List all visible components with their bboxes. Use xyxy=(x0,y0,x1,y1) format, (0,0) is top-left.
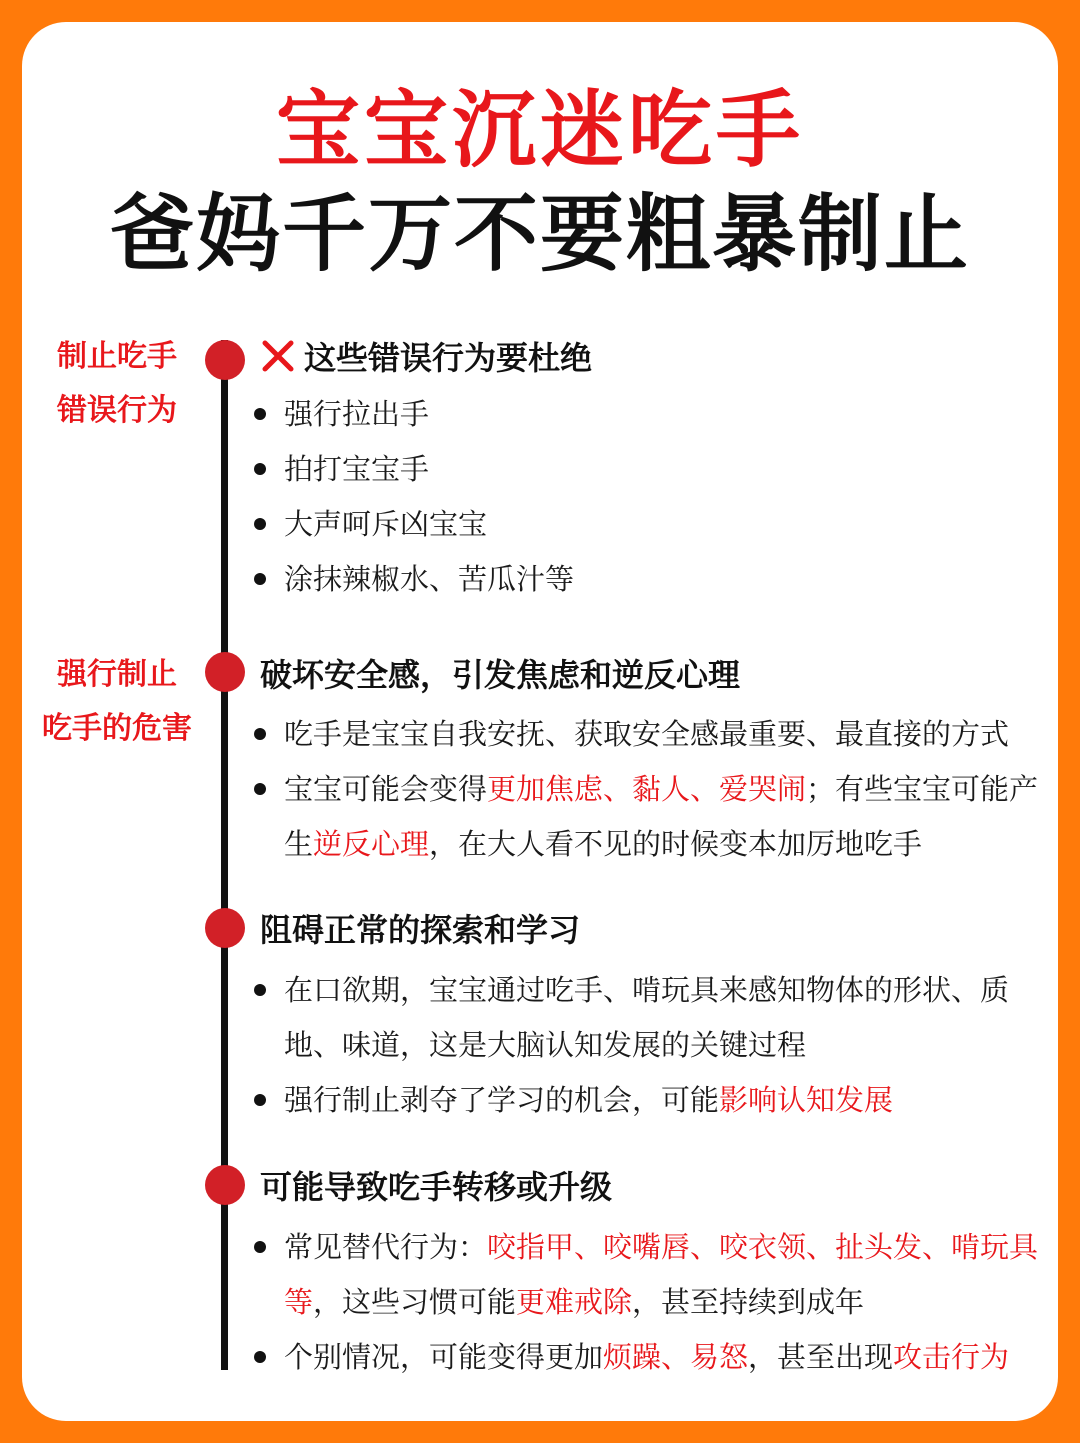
bullet-text: 吃手是宝宝自我安抚、获取安全感最重要、最直接的方式 xyxy=(284,717,1010,751)
bullet-text: 大声呵斥凶宝宝 xyxy=(284,507,488,541)
bullet-1-1 xyxy=(284,387,1044,442)
highlight-text: 攻击行为 xyxy=(893,1340,1010,1374)
bullet-dot xyxy=(254,984,266,996)
bullet-text-segment: ，甚至出现 xyxy=(748,1340,894,1374)
bullet-dot xyxy=(254,728,266,740)
section-1-title-text: 这些错误行为要杜绝 xyxy=(304,339,593,377)
timeline-dot-3 xyxy=(205,908,245,948)
bullet-text-segment: ，甚至持续到成年 xyxy=(632,1285,865,1319)
highlight-text: 影响认知发展 xyxy=(719,1083,894,1117)
bullet-3-2 xyxy=(284,1073,1044,1128)
bullet-2-2 xyxy=(284,762,1044,872)
bullet-dot xyxy=(254,1094,266,1106)
highlight-text: 更加焦虑、黏人、爱哭闹 xyxy=(487,772,807,806)
side-label-2 xyxy=(30,648,204,756)
bullet-text-segment: ；有些宝宝可能产生 xyxy=(284,772,1039,861)
side-label-1 xyxy=(30,330,204,438)
bullet-text-segment: 个别情况，可能变得更加 xyxy=(284,1340,604,1374)
bullet-dot xyxy=(254,408,266,420)
bullet-text-segment: ，在大人看不见的时候变本加厉地吃手 xyxy=(429,827,923,861)
side-label-1-line-1: 制止吃手 xyxy=(57,339,177,374)
bullet-text: 涂抹辣椒水、苦瓜汁等 xyxy=(284,562,575,596)
bullet-text: 在口欲期，宝宝通过吃手、啃玩具来感知物体的形状、质地、味道，这是大脑认知发展的关键过程 xyxy=(284,973,1010,1062)
bullet-1-3 xyxy=(284,497,1044,552)
side-label-2-line-2: 吃手的危害 xyxy=(42,711,192,746)
timeline-dot-2 xyxy=(205,652,245,692)
timeline-dot-1 xyxy=(205,340,245,380)
bullet-text-segment: 常见替代行为： xyxy=(284,1230,488,1264)
bullet-dot xyxy=(254,518,266,530)
bullet-text: 拍打宝宝手 xyxy=(284,452,430,486)
side-label-1-line-2: 错误行为 xyxy=(57,393,177,428)
bullet-4-1 xyxy=(284,1220,1044,1330)
bullet-dot xyxy=(254,783,266,795)
bullet-1-4 xyxy=(284,552,1044,607)
bullet-3-1 xyxy=(284,963,1044,1073)
subtitle: 爸妈千万不要粗暴制止 xyxy=(109,185,970,283)
bullet-dot xyxy=(254,573,266,585)
section-3-title: 阻碍正常的探索和学习 xyxy=(260,911,581,949)
side-label-2-line-1: 强行制止 xyxy=(57,657,177,692)
section-2-title: 破坏安全感，引发焦虑和逆反心理 xyxy=(260,656,741,694)
bullet-dot xyxy=(254,1241,266,1253)
main-title: 宝宝沉迷吃手 xyxy=(275,81,804,179)
highlight-text: 更难戒除 xyxy=(516,1285,633,1319)
bullet-text-segment: ，这些习惯可能 xyxy=(313,1285,517,1319)
bullet-text-segment: 强行制止剥夺了学习的机会，可能 xyxy=(284,1083,720,1117)
section-1-title xyxy=(260,336,592,380)
highlight-text: 烦躁、易怒 xyxy=(603,1340,749,1374)
section-4-title: 可能导致吃手转移或升级 xyxy=(260,1168,613,1206)
highlight-text: 逆反心理 xyxy=(313,827,430,861)
timeline-dot-4 xyxy=(205,1165,245,1205)
bullet-dot xyxy=(254,463,266,475)
bullet-text: 强行拉出手 xyxy=(284,397,430,431)
timeline-line xyxy=(221,340,228,1370)
cross-icon xyxy=(260,338,296,374)
bullet-2-1 xyxy=(284,707,1044,762)
highlight-text: 咬指甲、咬嘴唇、咬衣领、扯头发、啃玩具等 xyxy=(284,1230,1039,1319)
bullet-dot xyxy=(254,1351,266,1363)
bullet-4-2 xyxy=(284,1330,1044,1385)
bullet-text-segment: 宝宝可能会变得 xyxy=(284,772,488,806)
bullet-1-2 xyxy=(284,442,1044,497)
